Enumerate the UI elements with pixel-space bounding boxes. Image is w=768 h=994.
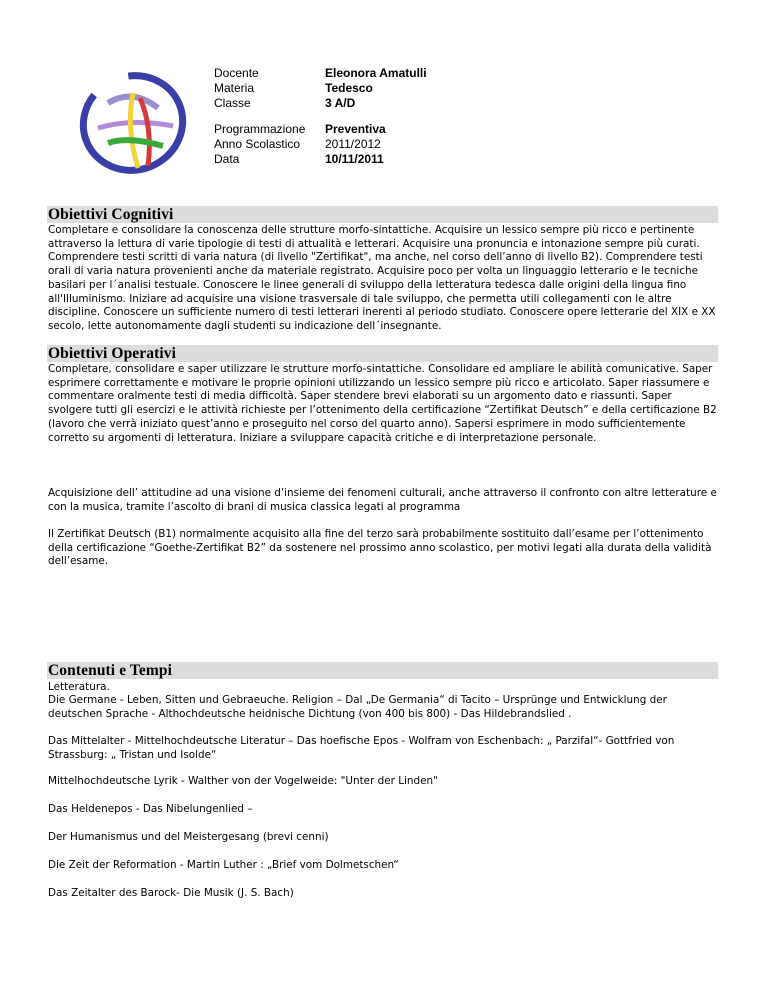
section-title-cognitivi: Obiettivi Cognitivi [48, 206, 174, 223]
header-row-anno: Anno Scolastico 2011/2012 [214, 137, 381, 151]
paragraph: Completare, consolidare e saper utilizzare le strutture morfo-sintattiche. Consolidare ed ampliare le abilità comunicative. Saper esprimere correttamente e motivare le proprie opinioni utilizzando un lessico sempre più ricco e articolato. Saper riassumere e commentare oralmente testi di media difficoltà. Saper stendere brevi elaborati su un argomento dato e riassunti. Saper svolgere tutti gli esercizi e le attività richieste per l’ottenimento della certificazione “Zertifikat Deutsch” e della certificazione B2 (lavoro che verrà iniziato quest’anno e proseguito nel corso del quarto anno). Sapersi esprimere in modo sufficientemente corretto su argomenti di letteratura. Iniziare a sviluppare capacità critiche e di interpretazione personale. [48, 363, 717, 444]
header-row-docente: Docente Eleonora Amatulli [214, 66, 427, 80]
section-title-contenuti: Contenuti e Tempi [48, 662, 172, 679]
school-logo [78, 68, 188, 178]
paragraph: Die Zeit der Reformation - Martin Luther : „Brief vom Dolmetschen“ [48, 859, 399, 871]
paragraph: Der Humanismus und del Meistergesang (brevi cenni) [48, 831, 329, 843]
header-row-data: Data 10/11/2011 [214, 152, 384, 166]
document-header [214, 66, 427, 167]
paragraph: Completare e consolidare la conoscenza delle strutture morfo-sintattiche. Acquisire un lessico sempre più ricco e pertinente attraverso la lettura di varie tipologie di testi di attualità e letterari. Acquisire una pronuncia e intonazione sempre più curati. Comprendere testi scritti di varia natura (di livello "Zertifikat", ma anche, nel corso dell’anno di livello B2). Comprendere testi orali di varia natura provenienti anche da materiale registrato. Acquisire poco per volta un linguaggio letterario e le tecniche basilari per l´analisi testuale. Conoscere le linee generali di sviluppo della letteratura tedesca dalle origini della lingua fino all'Illuminismo. Iniziare ad acquisire una visione trasversale di tale sviluppo, che permetta utili collegamenti con le altre discipline. Conoscere un sufficiente numero di testi letterari inerenti al periodo studiato. Conoscere opere letterarie del XIX e XX secolo, lette autonomamente dagli studenti su indicazione dell´insegnante. [48, 224, 716, 332]
paragraph: Das Heldenepos - Das Nibelungenlied – [48, 803, 253, 815]
header-row-programmazione: Programmazione Preventiva [214, 122, 386, 136]
paragraph: Das Mittelalter - Mittelhochdeutsche Literatur – Das hoefische Epos - Wolfram von Eschenbach: „ Parzifal“- Gottfried von Strassburg: „ Tristan und Isolde“ [48, 735, 675, 761]
paragraph: Il Zertifikat Deutsch (B1) normalmente acquisito alla fine del terzo sarà probabilmente sostituito dall’esame per l’ottenimento della certificazione “Goethe-Zertifikat B2” da sostenere nel prossimo anno scolastico, per motivi legati alla durata della validità dell’esame. [48, 528, 712, 568]
section-title-operativi: Obiettivi Operativi [48, 345, 177, 362]
paragraph: Letteratura. [48, 681, 110, 693]
header-row-classe: Classe 3 A/D [214, 96, 356, 110]
paragraph: Die Germane - Leben, Sitten und Gebraeuche. Religion – Dal „De Germania“ di Tacito – Ursprünge und Entwicklung der deutschen Sprache - Althochdeutsche heidnische Dichtung (von 400 bis 800) - Das Hildebrandslied . [48, 694, 667, 720]
header-row-materia: Materia Tedesco [214, 81, 373, 95]
paragraph: Acquisizione dell’ attitudine ad una visione d’insieme dei fenomeni culturali, anche attraverso il confronto con altre letterature e con la musica, tramite l’ascolto di brani di musica classica legati al programma [48, 487, 717, 513]
paragraph: Das Zeitalter des Barock- Die Musik (J. S. Bach) [48, 887, 294, 899]
paragraph: Mittelhochdeutsche Lyrik - Walther von der Vogelweide: "Unter der Linden" [48, 775, 438, 787]
